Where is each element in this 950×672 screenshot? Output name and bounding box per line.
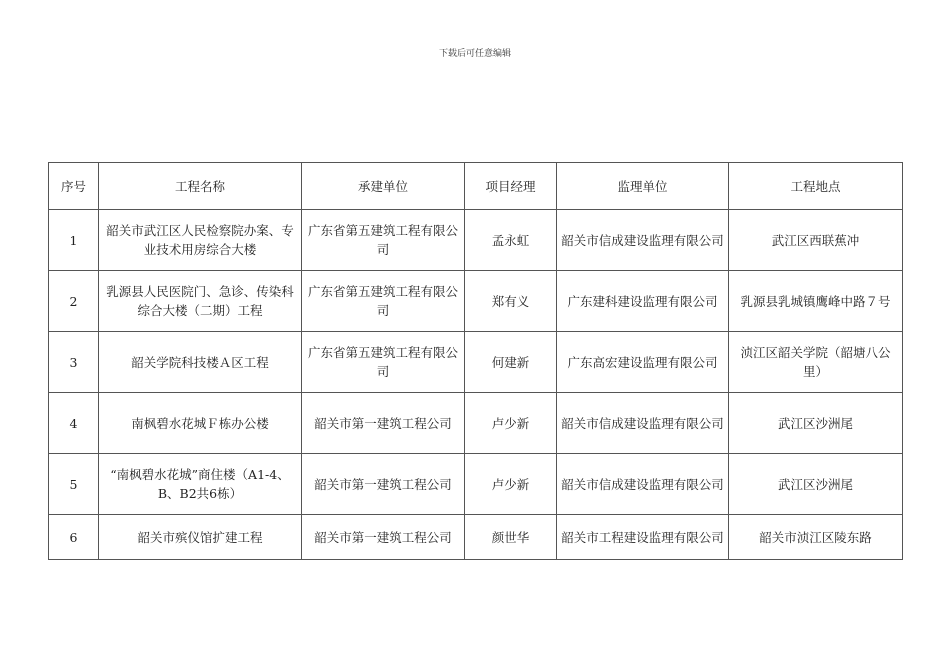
cell-builder: 广东省第五建筑工程有限公司 [302,210,465,271]
cell-supervisor: 韶关市信成建设监理有限公司 [557,393,729,454]
cell-location: 韶关市浈江区陵东路 [729,515,903,560]
cell-index: 1 [49,210,99,271]
table-row [49,454,903,515]
cell-project-manager: 孟永虹 [465,210,557,271]
col-header-project-manager: 项目经理 [465,163,557,210]
col-header-builder: 承建单位 [302,163,465,210]
col-header-supervisor: 监理单位 [557,163,729,210]
col-header-index: 序号 [49,163,99,210]
table-row [49,332,903,393]
cell-project-manager: 何建新 [465,332,557,393]
cell-builder: 广东省第五建筑工程有限公司 [302,271,465,332]
cell-project-name: 乳源县人民医院门、急诊、传染科综合大楼（二期）工程 [99,271,302,332]
cell-location: 乳源县乳城镇鹰峰中路７号 [729,271,903,332]
cell-project-manager: 卢少新 [465,393,557,454]
cell-location: 武江区西联蕉冲 [729,210,903,271]
cell-supervisor: 广东建科建设监理有限公司 [557,271,729,332]
cell-project-manager: 卢少新 [465,454,557,515]
col-header-project-name: 工程名称 [99,163,302,210]
cell-project-manager: 颜世华 [465,515,557,560]
cell-project-manager: 郑有义 [465,271,557,332]
table-row [49,271,903,332]
col-header-location: 工程地点 [729,163,903,210]
cell-builder: 韶关市第一建筑工程公司 [302,515,465,560]
cell-supervisor: 韶关市信成建设监理有限公司 [557,454,729,515]
cell-builder: 韶关市第一建筑工程公司 [302,454,465,515]
cell-builder: 韶关市第一建筑工程公司 [302,393,465,454]
cell-project-name: 韶关学院科技楼Ａ区工程 [99,332,302,393]
table-row [49,393,903,454]
projects-table [48,162,903,560]
page-header-note: 下载后可任意编辑 [438,49,511,59]
cell-location: 浈江区韶关学院（韶塘八公里） [729,332,903,393]
cell-supervisor: 韶关市信成建设监理有限公司 [557,210,729,271]
table-row [49,210,903,271]
cell-builder: 广东省第五建筑工程有限公司 [302,332,465,393]
table-row [49,515,903,560]
table-header-row [49,163,903,210]
cell-supervisor: 广东高宏建设监理有限公司 [557,332,729,393]
cell-project-name: “南枫碧水花城”商住楼（A1-4、B、B2共6栋） [99,454,302,515]
cell-supervisor: 韶关市工程建设监理有限公司 [557,515,729,560]
cell-index: 3 [49,332,99,393]
cell-index: 4 [49,393,99,454]
cell-index: 2 [49,271,99,332]
cell-project-name: 韶关市殡仪馆扩建工程 [99,515,302,560]
cell-location: 武江区沙洲尾 [729,393,903,454]
cell-project-name: 南枫碧水花城Ｆ栋办公楼 [99,393,302,454]
cell-index: 5 [49,454,99,515]
cell-index: 6 [49,515,99,560]
cell-location: 武江区沙洲尾 [729,454,903,515]
cell-project-name: 韶关市武江区人民检察院办案、专业技术用房综合大楼 [99,210,302,271]
